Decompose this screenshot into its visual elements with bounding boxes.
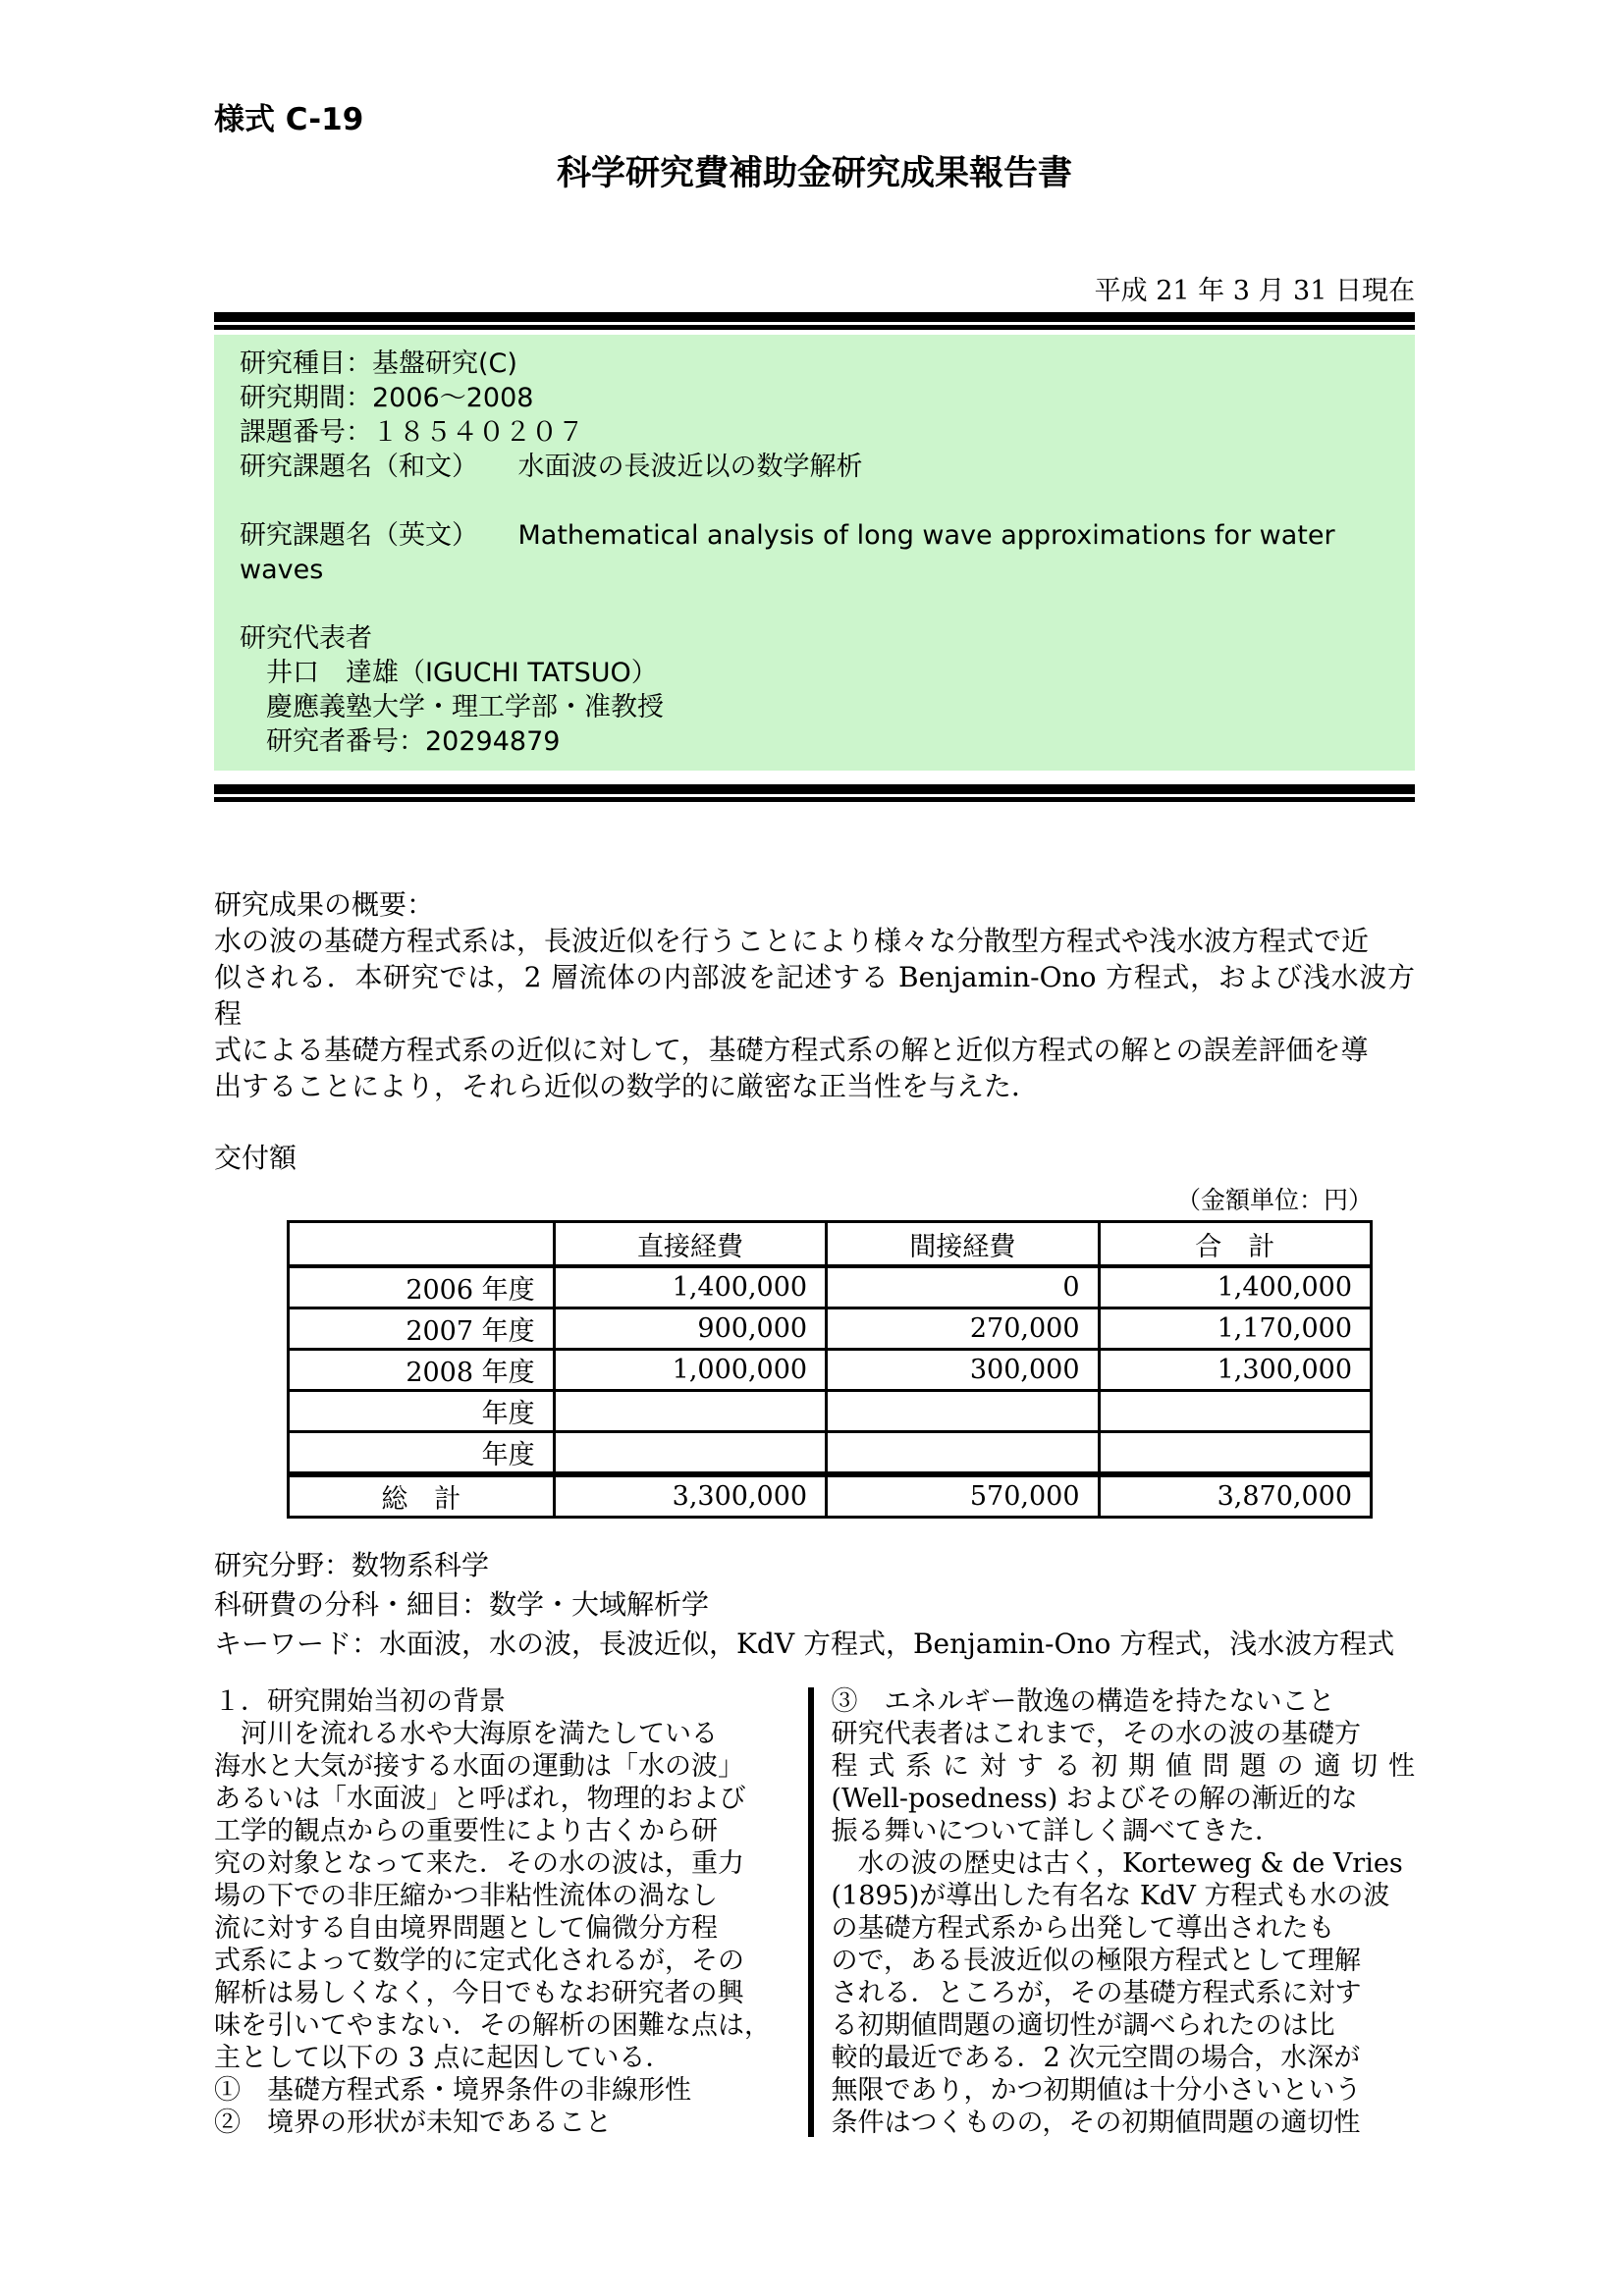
text-line: 研究種目：基盤研究(C) <box>240 348 517 379</box>
table-cell: 1,000,000 <box>554 1350 826 1391</box>
table-cell: 1,400,000 <box>1099 1266 1371 1308</box>
table-cell: 3,870,000 <box>1099 1474 1371 1518</box>
unit-note: （金額単位：円） <box>1175 1186 1373 1214</box>
right-column <box>832 1685 1416 2139</box>
table-cell: 3,300,000 <box>554 1474 826 1518</box>
text-line: 研究課題名（和文） 水面波の長波近以の数学解析 <box>240 452 863 482</box>
text-line: 主として以下の 3 点に起因している． <box>214 2043 673 2073</box>
table-cell: 270,000 <box>827 1308 1099 1350</box>
text-line: 研究分野：数物系科学 <box>214 1549 490 1581</box>
text-line: 研究代表者 <box>240 623 372 654</box>
column-header: 直接経費 <box>554 1222 826 1267</box>
text-line: 井口 達雄（IGUCHI TATSUO） <box>240 658 658 688</box>
text-line: 課題番号：１８５４０２０７ <box>240 417 584 448</box>
column-header: 合 計 <box>1099 1222 1371 1267</box>
text-line: 流に対する自由境界問題として偏微分方程 <box>214 1913 718 1944</box>
bottom-double-rule <box>214 784 1415 802</box>
text-line <box>240 587 1389 621</box>
table-cell: 2006 年度 <box>289 1266 555 1308</box>
table-total-row <box>289 1474 1372 1518</box>
funding-section <box>214 1140 1415 1519</box>
text-line <box>240 484 1389 518</box>
text-line: 研究課題名（英文） Mathematical analysis of long wave approximations for water waves <box>240 520 1344 585</box>
text-line: の基礎方程式系から出発して導出されたも <box>831 1913 1335 1944</box>
text-line: 水の波の歴史は古く，Korteweg & de Vries <box>831 1848 1403 1879</box>
funding-table <box>287 1220 1373 1519</box>
text-line: (1895)が導出した有名な KdV 方程式も水の波 <box>831 1881 1390 1911</box>
table-row <box>289 1391 1372 1432</box>
header-row <box>289 1222 1372 1267</box>
table-cell: 1,170,000 <box>1099 1308 1371 1350</box>
text-line: 場の下での非圧縮かつ非粘性流体の渦なし <box>214 1881 718 1911</box>
text-line: 味を引いてやまない．その解析の困難な点は， <box>214 2010 771 2041</box>
table-cell <box>827 1432 1099 1475</box>
text-line: 究の対象となって来た．その水の波は，重力 <box>214 1848 744 1879</box>
text-line: 似される．本研究では，2 層流体の内部波を記述する Benjamin-Ono 方程式，および浅水波方程 <box>214 961 1415 1030</box>
funding-table-wrap <box>287 1184 1373 1519</box>
table-cell: 900,000 <box>554 1308 826 1350</box>
text-line: 研究者番号：20294879 <box>240 726 561 757</box>
funding-table-head <box>289 1222 1372 1267</box>
text-line: あるいは「水面波」と呼ばれ，物理的および <box>214 1784 746 1814</box>
text-line: 条件はつくものの，その初期値問題の適切性 <box>831 2108 1361 2138</box>
text-line: される．ところが，その基礎方程式系に対す <box>831 1978 1362 2008</box>
table-row <box>289 1350 1372 1391</box>
column-header: 間接経費 <box>827 1222 1099 1267</box>
table-cell: 年度 <box>289 1391 555 1432</box>
table-cell: 2008 年度 <box>289 1350 555 1391</box>
text-line: る初期値問題の適切性が調べられたのは比 <box>831 2010 1335 2041</box>
column-header <box>289 1222 555 1267</box>
table-row <box>289 1432 1372 1475</box>
text-line: １．研究開始当初の背景 <box>214 1686 506 1717</box>
column-divider-rule <box>808 1687 814 2137</box>
table-row <box>289 1266 1372 1308</box>
table-cell: 300,000 <box>827 1350 1099 1391</box>
table-cell: 総 計 <box>289 1474 555 1518</box>
table-cell: 1,300,000 <box>1099 1350 1371 1391</box>
text-line: 振る舞いについて詳しく調べてきた． <box>831 1816 1281 1846</box>
left-column <box>214 1685 798 2139</box>
text-line: 程式系に対する初期値問題の適切性 <box>831 1751 1415 1782</box>
text-line: 式による基礎方程式系の近似に対して，基礎方程式系の解と近似方程式の解との誤差評価を導 <box>214 1034 1369 1066</box>
funding-heading: 交付額 <box>214 1142 298 1174</box>
text-line: 解析は易しくなく，今日でもなお研究者の興 <box>214 1978 744 2008</box>
text-line: 海水と大気が接する水面の運動は「水の波」 <box>214 1751 744 1782</box>
project-info-box <box>214 335 1415 771</box>
text-line: 河川を流れる水や大海原を満たしている <box>214 1719 718 1749</box>
top-double-rule <box>214 312 1415 330</box>
text-line: 研究代表者はこれまで，その水の波の基礎方 <box>831 1719 1361 1749</box>
text-line: 研究期間：2006～2008 <box>240 383 534 413</box>
overview-text <box>214 923 1415 1104</box>
text-line: ので，ある長波近似の極限方程式として理解 <box>831 1946 1361 1976</box>
overview-section <box>214 886 1415 1104</box>
text-line: (Well-posedness) およびその解の漸近的な <box>831 1784 1358 1814</box>
table-cell <box>1099 1432 1371 1475</box>
text-line: 工学的観点からの重要性により古くから研 <box>214 1816 718 1846</box>
table-cell: 0 <box>827 1266 1099 1308</box>
text-line: 式系によって数学的に定式化されるが，その <box>214 1946 744 1976</box>
form-code: 様式 C-19 <box>214 102 364 137</box>
text-line: 水の波の基礎方程式系は，長波近似を行うことにより様々な分散型方程式や浅水波方程式で近 <box>214 925 1370 957</box>
table-cell <box>554 1432 826 1475</box>
text-line: 出することにより，それら近似の数学的に厳密な正当性を与えた． <box>214 1070 1040 1102</box>
text-line: ② 境界の形状が未知であること <box>214 2108 612 2138</box>
funding-table-body <box>289 1266 1372 1518</box>
table-cell <box>827 1391 1099 1432</box>
overview-heading: 研究成果の概要： <box>214 888 435 921</box>
table-cell <box>1099 1391 1371 1432</box>
text-line: 較的最近である．2 次元空間の場合，水深が <box>831 2043 1361 2073</box>
date-line: 平成 21 年 3 月 31 日現在 <box>1094 276 1415 306</box>
table-row <box>289 1308 1372 1350</box>
document-title: 科学研究費補助金研究成果報告書 <box>556 154 1072 193</box>
meta-section <box>214 1546 1415 1664</box>
text-line: ③ エネルギー散逸の構造を持たないこと <box>831 1686 1335 1717</box>
text-line: 慶應義塾大学・理工学部・准教授 <box>240 692 664 722</box>
two-column-section <box>214 1685 1415 2139</box>
table-cell: 1,400,000 <box>554 1266 826 1308</box>
table-cell <box>554 1391 826 1432</box>
text-line: 無限であり，かつ初期値は十分小さいという <box>831 2075 1362 2106</box>
text-line: 科研費の分科・細目：数学・大域解析学 <box>214 1588 710 1621</box>
text-line: キーワード：水面波，水の波，長波近似，KdV 方程式，Benjamin-Ono 方程式，浅水波方程式 <box>214 1628 1395 1660</box>
table-cell: 年度 <box>289 1432 555 1475</box>
table-cell: 2007 年度 <box>289 1308 555 1350</box>
text-line: ① 基礎方程式系・境界条件の非線形性 <box>214 2075 691 2106</box>
table-cell: 570,000 <box>827 1474 1099 1518</box>
